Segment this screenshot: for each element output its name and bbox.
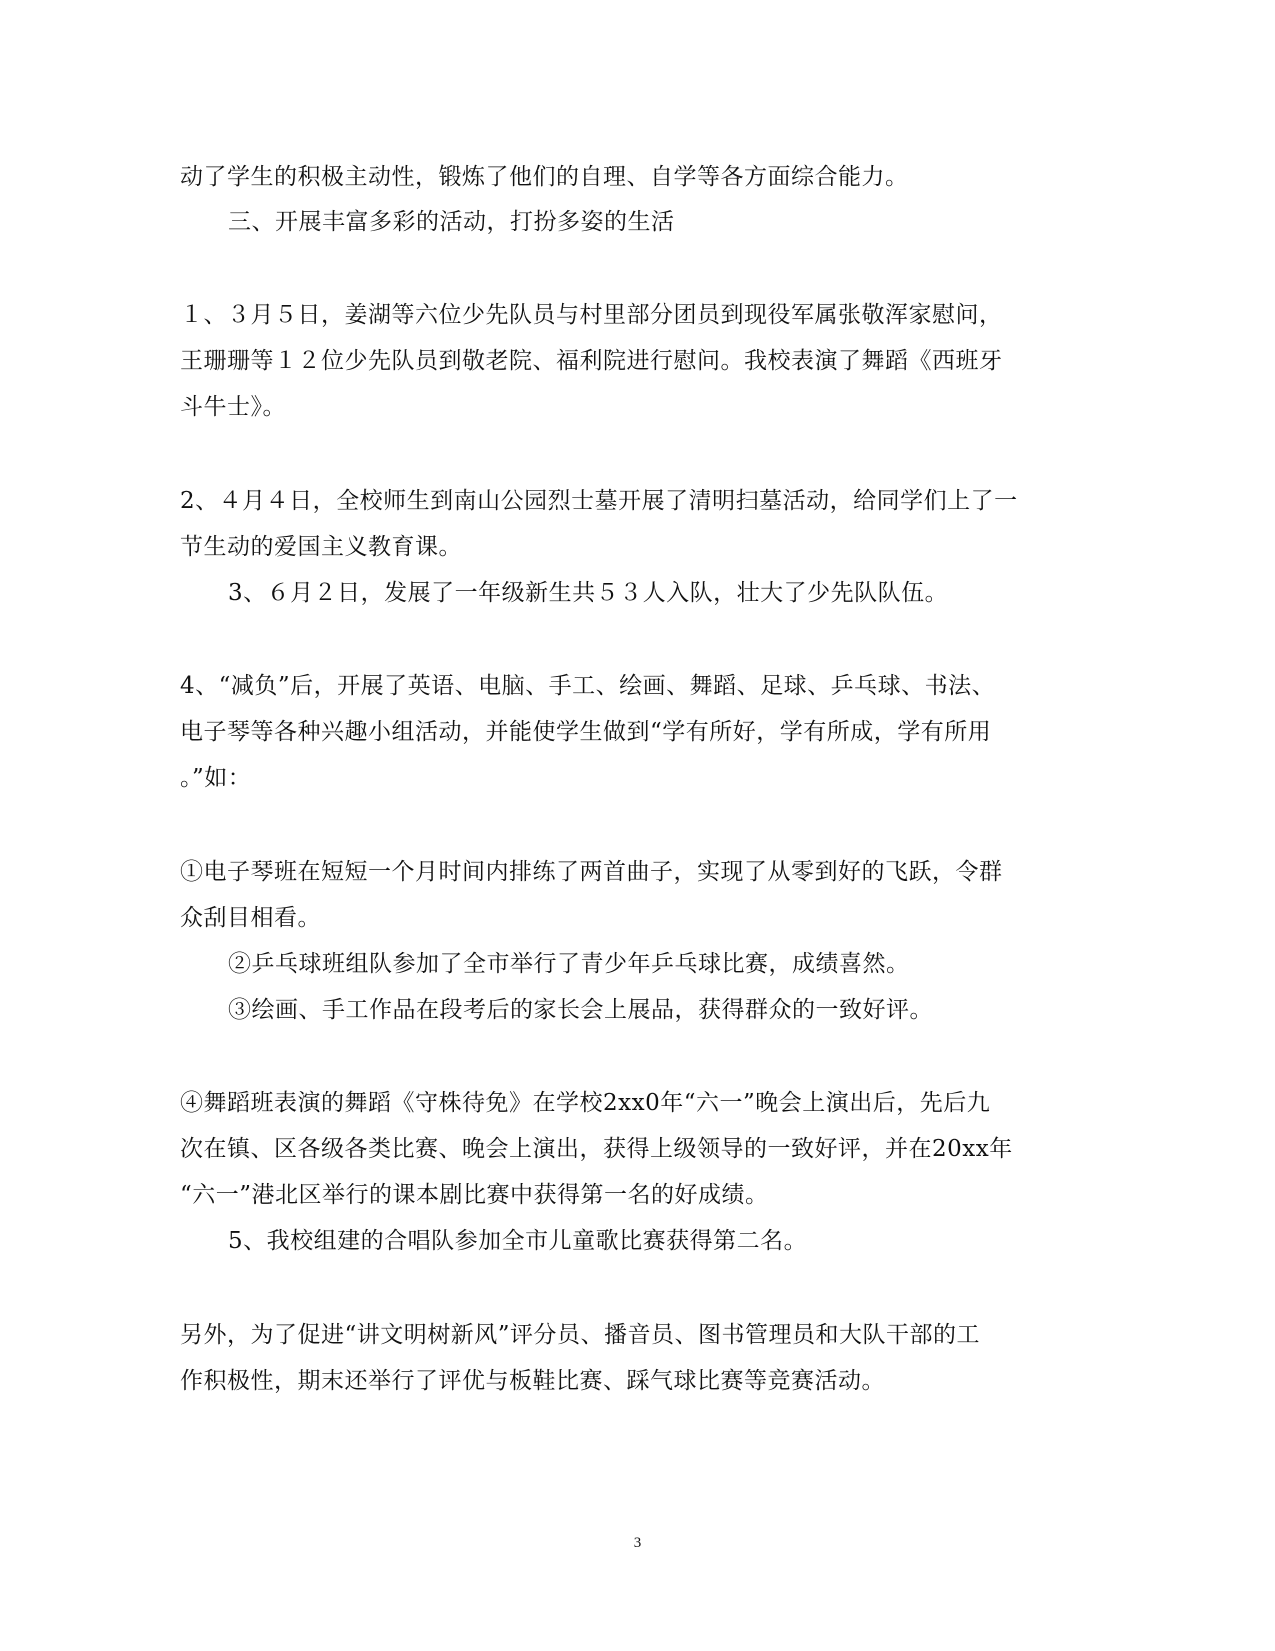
text-line: ②乒乓球班组队参加了全市举行了青少年乒乓球比赛，成绩喜然。 (228, 951, 910, 977)
text-line: 。”如： (180, 765, 252, 791)
text-line: 2、４月４日，全校师生到南山公园烈士墓开展了清明扫墓活动，给同学们上了一 (180, 488, 1018, 514)
text-line: 4、“减负”后，开展了英语、电脑、手工、绘画、舞蹈、足球、乒乓球、书法、 (180, 673, 996, 699)
text-line: “六一”港北区举行的课本剧比赛中获得第一名的好成绩。 (180, 1182, 769, 1208)
text-line: ③绘画、手工作品在段考后的家长会上展品，获得群众的一致好评。 (228, 997, 933, 1023)
text-line: 次在镇、区各级各类比赛、晚会上演出，获得上级领导的一致好评，并在20xx年 (180, 1136, 1013, 1162)
text-line: 作积极性，期末还举行了评优与板鞋比赛、踩气球比赛等竞赛活动。 (180, 1368, 885, 1394)
text-line: 节生动的爱国主义教育课。 (180, 534, 462, 560)
text-line: 斗牛士》。 (180, 394, 286, 420)
page-number: 3 (633, 1535, 642, 1551)
text-line: 5、我校组建的合唱队参加全市儿童歌比赛获得第二名。 (228, 1228, 808, 1254)
text-line: ①电子琴班在短短一个月时间内排练了两首曲子，实现了从零到好的飞跃，令群 (180, 859, 1003, 885)
text-line: 众刮目相看。 (180, 905, 321, 931)
text-line: 电子琴等各种兴趣小组活动，并能使学生做到“学有所好，学有所成，学有所用 (180, 719, 992, 745)
text-line: 王珊珊等１２位少先队员到敬老院、福利院进行慰问。我校表演了舞蹈《西班牙 (180, 348, 1003, 374)
text-line: １、３月５日，姜湖等六位少先队员与村里部分团员到现役军属张敬浑家慰问， (180, 302, 1003, 328)
text-line: ④舞蹈班表演的舞蹈《守株待免》在学校2xx0年“六一”晚会上演出后，先后九 (180, 1090, 991, 1116)
text-line: 另外，为了促进“讲文明树新风”评分员、播音员、图书管理员和大队干部的工 (180, 1322, 981, 1348)
text-line: 3、６月２日，发展了一年级新生共５３人入队，壮大了少先队队伍。 (228, 580, 949, 606)
text-line: 动了学生的积极主动性，锻炼了他们的自理、自学等各方面综合能力。 (180, 164, 909, 190)
section-heading: 三、开展丰富多彩的活动，打扮多姿的生活 (228, 209, 675, 235)
